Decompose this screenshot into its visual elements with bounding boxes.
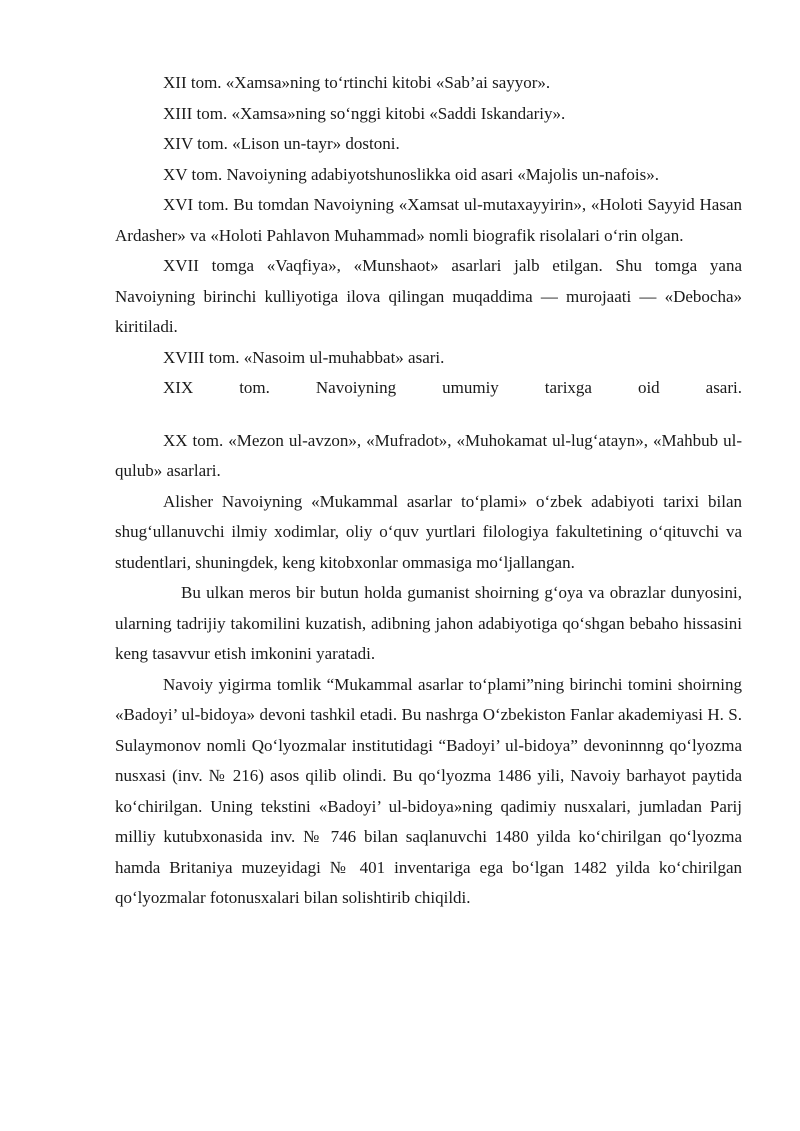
paragraph-vol-16: XVI tom. Bu tomdan Navoiyning «Xamsat ul-mutaxayyirin», «Holoti Sayyid Hasan Ardasher» va «Holoti Pahlavon Muhammad» nomli biografik risolalari o‘rin olgan. xyxy=(115,195,742,245)
paragraph-vol-20: XX tom. «Mezon ul-avzon», «Mufradot», «Muhokamat ul-lug‘atayn», «Mahbub ul-qulub» asarlari. xyxy=(115,430,742,480)
paragraph-vol-12: XII tom. «Xamsa»ning to‘rtinchi kitobi «Sab’ai sayyor». xyxy=(163,73,551,92)
paragraph-vol-18: XVIII tom. «Nasoim ul-muhabbat» asari. xyxy=(163,347,445,367)
paragraph-vol-14: XIV tom. «Lison un-tayr» dostoni. xyxy=(163,134,400,153)
paragraph-heritage: Bu ulkan meros bir butun holda gumanist shoirning g‘oya va obrazlar dunyosini, ularning tadrijiy takomilini kuzatish, adibning jahon adabiyotiga qo‘shgan bebaho hissasini keng tasavvur etish imkonini yaratadi. xyxy=(115,583,742,663)
paragraph-vol-17: XVII tomga «Vaqfiya», «Munshaot» asarlari jalb etilgan. Shu tomga yana Navoiyning birinchi kulliyotiga ilova qilingan muqaddima — murojaati — «Debocha» kiritiladi. xyxy=(115,256,742,336)
document-page xyxy=(115,68,742,914)
paragraph-vol-19: XIX tom. Navoiyning umumiy tarixga oid asari. xyxy=(163,378,742,397)
paragraph-audience: Alisher Navoiyning «Mukammal asarlar to‘plami» o‘zbek adabiyoti tarixi bilan shug‘ullanuvchi ilmiy xodimlar, oliy o‘quv yurtlari filologiya fakultetining o‘qituvchi va studentlari, shuningdek, keng kitobxonlar ommasiga mo‘ljallangan. xyxy=(115,491,742,572)
paragraph-first-volume: Navoiy yigirma tomlik “Mukammal asarlar to‘plami”ning birinchi tomini shoirning «Badoyi’ ul-bidoya» devoni tashkil etadi. Bu nashrga O‘zbekiston Fanlar akademiyasi H. S. Sulaymonov nomli Qo‘lyozmalar institutidagi “Badoyi’ ul-bidoya” devoninnng qo‘lyozma nusxasi (inv. № 216) asos qilib olindi. Bu qo‘lyozma 1486 yili, Navoiy barhayot paytida ko‘chirilgan. Uning tekstini «Badoyi’ ul-bidoya»ning qadimiy nusxalari, jumladan Parij milliy kutubxonasida inv. № 746 bilan saqlanuvchi 1480 yilda ko‘chirilgan qo‘lyozma hamda Britaniya muzeyidagi № 401 inventariga ega bo‘lgan 1482 yilda ko‘chirilgan qo‘lyozmalar fotonusxalari bilan solishtirib chiqildi. xyxy=(115,674,742,907)
paragraph-vol-15: XV tom. Navoiyning adabiyotshunoslikka oid asari «Majolis un-nafois». xyxy=(163,164,659,184)
paragraph-vol-13: XIII tom. «Xamsa»ning so‘nggi kitobi «Saddi Iskandariy». xyxy=(163,103,566,123)
